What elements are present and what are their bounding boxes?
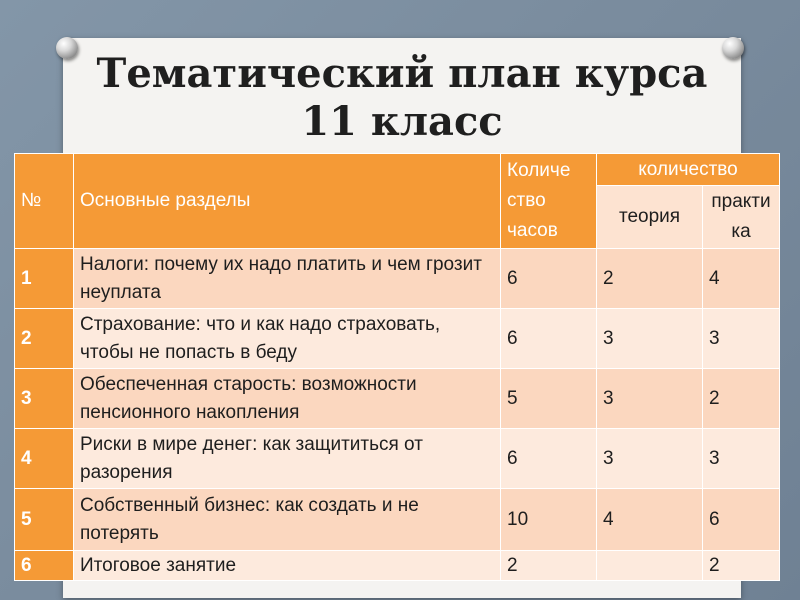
header-practice: практи ка [703,186,780,249]
header-quantity: количество [597,154,780,186]
row-section: Риски в мире денег: как защититься от разорения [74,429,501,489]
row-num: 6 [15,551,74,581]
row-hours: 5 [501,369,597,429]
row-hours: 6 [501,429,597,489]
row-practice: 3 [703,309,780,369]
course-plan-table [14,153,780,581]
row-hours: 6 [501,309,597,369]
row-hours: 2 [501,551,597,581]
header-theory: теория [597,186,703,249]
row-theory: 3 [597,309,703,369]
row-num: 3 [15,369,74,429]
row-practice: 2 [703,551,780,581]
title-line-2: 11 класс [301,98,503,145]
row-theory: 4 [597,489,703,551]
table-row [15,309,780,369]
table-row [15,551,780,581]
table-row [15,489,780,551]
row-hours: 6 [501,249,597,309]
table-row [15,429,780,489]
row-theory: 3 [597,369,703,429]
row-hours: 10 [501,489,597,551]
row-theory: 3 [597,429,703,489]
row-section: Обеспеченная старость: возможности пенсионного накопления [74,369,501,429]
header-num: № [15,154,74,249]
row-section: Итоговое занятие [74,551,501,581]
row-section: Страхование: что и как надо страховать, чтобы не попасть в беду [74,309,501,369]
row-theory [597,551,703,581]
row-practice: 6 [703,489,780,551]
row-practice: 2 [703,369,780,429]
row-practice: 4 [703,249,780,309]
row-section: Налоги: почему их надо платить и чем грозит неуплата [74,249,501,309]
title-line-1: Тематический план курса [96,50,708,97]
slide-title [63,50,741,146]
table-row [15,249,780,309]
row-num: 5 [15,489,74,551]
row-theory: 2 [597,249,703,309]
row-num: 4 [15,429,74,489]
row-num: 2 [15,309,74,369]
row-num: 1 [15,249,74,309]
header-sections: Основные разделы [74,154,501,249]
row-practice: 3 [703,429,780,489]
table-row [15,369,780,429]
header-hours: Количе ство часов [501,154,597,249]
row-section: Собственный бизнес: как создать и не потерять [74,489,501,551]
